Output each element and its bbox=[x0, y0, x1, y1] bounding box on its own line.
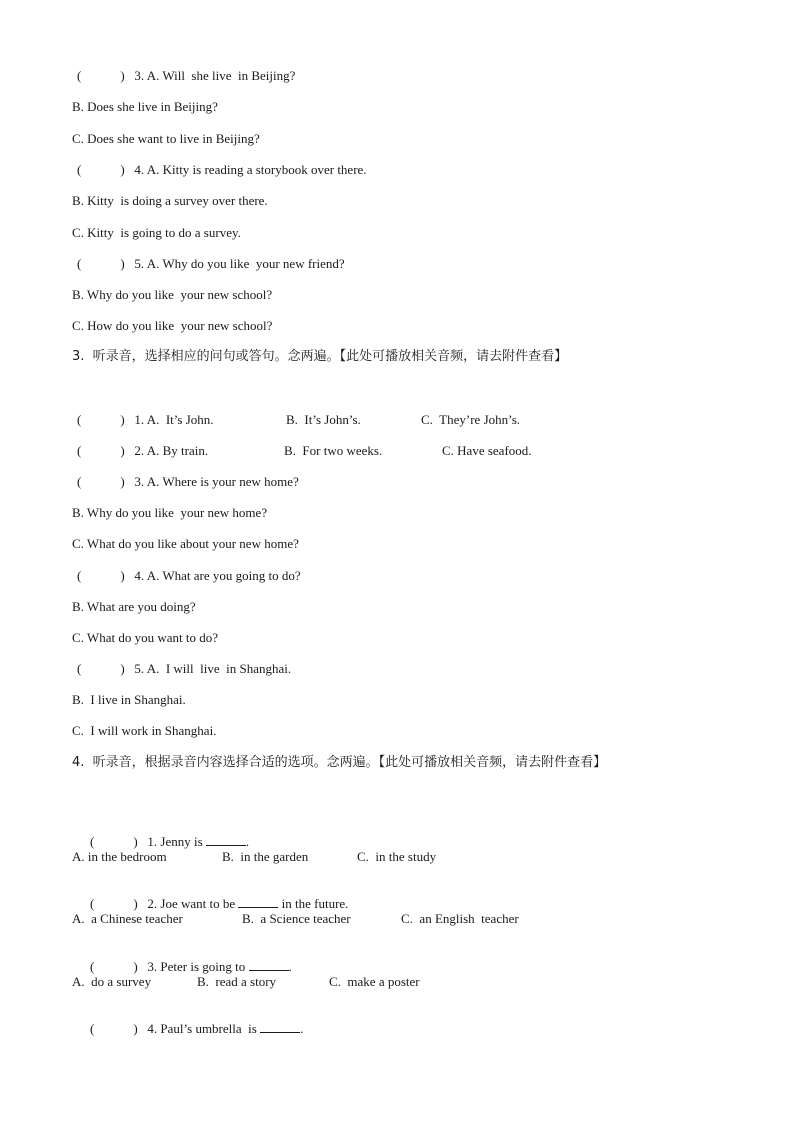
s3-q2-option-c: C. Have seafood. bbox=[442, 443, 532, 458]
s3-q5-option-b: B. I live in Shanghai. bbox=[72, 692, 186, 707]
s4-q2-stem-text: ( ) 2. Joe want to be bbox=[90, 896, 239, 911]
answer-blank bbox=[238, 896, 278, 908]
s4-q1-option-b: B. in the garden bbox=[222, 849, 309, 864]
s3-q2-option-b: B. For two weeks. bbox=[284, 443, 383, 458]
s3-q3-stem: ( ) 3. A. Where is your new home? bbox=[77, 474, 299, 489]
s2-q3-option-c: C. Does she want to live in Beijing? bbox=[72, 131, 260, 146]
s4-q3-stem-end: . bbox=[288, 959, 292, 974]
s4-q4-stem-end: . bbox=[300, 1021, 304, 1036]
s4-q3-stem-text: ( ) 3. Peter is going to bbox=[90, 959, 249, 974]
s4-q3-option-c: C. make a poster bbox=[329, 974, 420, 989]
s4-q2-stem-end: in the future. bbox=[278, 896, 349, 911]
s3-q1-option-b: B. It’s John’s. bbox=[286, 412, 361, 427]
s4-q4-stem bbox=[77, 1005, 303, 1053]
s2-q3-stem: ( ) 3. A. Will she live in Beijing? bbox=[77, 68, 296, 83]
s2-q5-option-c: C. How do you like your new school? bbox=[72, 318, 273, 333]
s3-q1-option-c: C. They’re John’s. bbox=[421, 412, 521, 427]
s4-q4-stem-text: ( ) 4. Paul’s umbrella is bbox=[90, 1021, 261, 1036]
s4-q1-stem-text: ( ) 1. Jenny is bbox=[90, 834, 206, 849]
s4-q1-option-c: C. in the study bbox=[357, 849, 437, 864]
s2-q5-option-b: B. Why do you like your new school? bbox=[72, 287, 273, 302]
s3-q3-option-b: B. Why do you like your new home? bbox=[72, 505, 268, 520]
s3-q1-stem: ( ) 1. A. It’s John. bbox=[77, 412, 214, 427]
answer-blank bbox=[249, 959, 289, 971]
section4-heading: 4. 听录音，根据录音内容选择合适的选项。念两遍。【此处可播放相关音频，请去附件查看】 bbox=[72, 755, 607, 770]
s4-q2-option-c: C. an English teacher bbox=[401, 911, 519, 926]
s3-q4-option-b: B. What are you doing? bbox=[72, 599, 196, 614]
s3-q3-option-c: C. What do you like about your new home? bbox=[72, 536, 299, 551]
s2-q3-option-b: B. Does she live in Beijing? bbox=[72, 99, 218, 114]
s3-q4-option-c: C. What do you want to do? bbox=[72, 630, 218, 645]
s2-q4-stem: ( ) 4. A. Kitty is reading a storybook over there. bbox=[77, 162, 367, 177]
section3-heading: 3. 听录音，选择相应的问句或答句。念两遍。【此处可播放相关音频，请去附件查看】 bbox=[72, 349, 568, 364]
s2-q5-stem: ( ) 5. A. Why do you like your new friend? bbox=[77, 256, 345, 271]
s3-q5-option-c: C. I will work in Shanghai. bbox=[72, 723, 217, 738]
s4-q2-option-b: B. a Science teacher bbox=[242, 911, 351, 926]
s2-q4-option-b: B. Kitty is doing a survey over there. bbox=[72, 193, 268, 208]
s4-q1-stem-end: . bbox=[245, 834, 250, 849]
s4-q3-option-b: B. read a story bbox=[197, 974, 277, 989]
s4-q1-option-a: A. in the bedroom bbox=[72, 849, 167, 864]
answer-blank bbox=[206, 834, 246, 846]
s3-q2-stem: ( ) 2. A. By train. bbox=[77, 443, 209, 458]
s3-q4-stem: ( ) 4. A. What are you going to do? bbox=[77, 568, 301, 583]
s4-q2-option-a: A. a Chinese teacher bbox=[72, 911, 183, 926]
s2-q4-option-c: C. Kitty is going to do a survey. bbox=[72, 225, 241, 240]
s4-q3-option-a: A. do a survey bbox=[72, 974, 152, 989]
s3-q5-stem: ( ) 5. A. I will live in Shanghai. bbox=[77, 661, 292, 676]
answer-blank bbox=[260, 1021, 300, 1033]
